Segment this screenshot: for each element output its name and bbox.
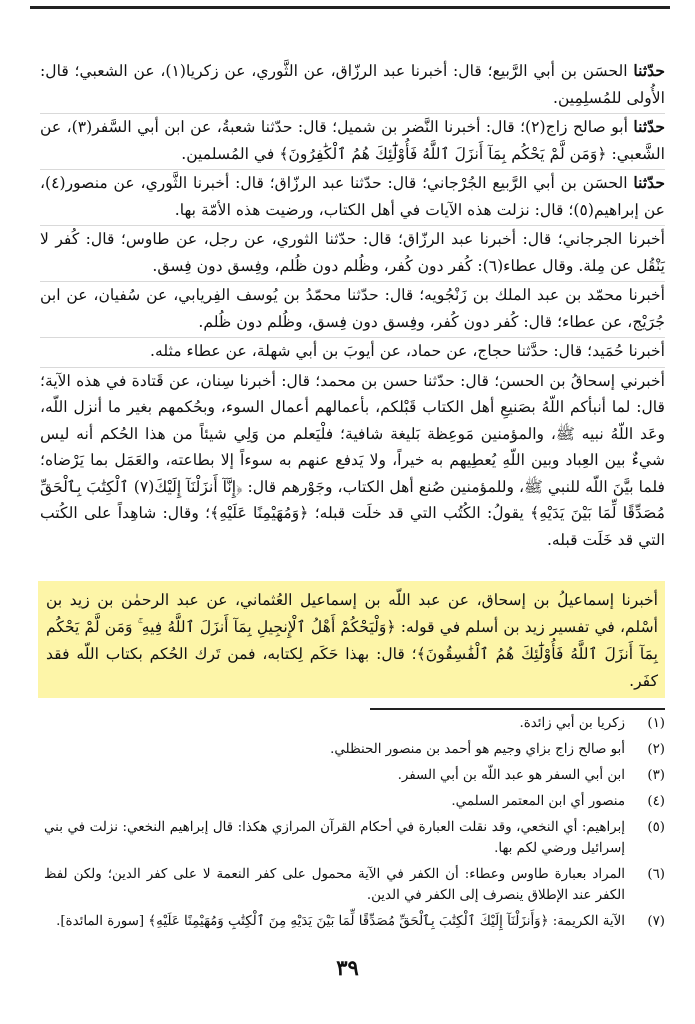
paragraph-text: الحسَن بن أبي الرَّبيع الجُرْجاني؛ قال: حدّثنا عبد الرزّاق؛ قال: أخبرنا الثَّوري، عن منصور(٤)، عن إبراهيم(٥)؛ قال: نزلت هذه الآيات في أهل الكتاب، ورضيت هذه الأمّة بها.	[40, 174, 665, 219]
paragraph-4	[40, 226, 665, 282]
highlighted-passage: أخبرنا إسماعيلُ بن إسحاق، عن عبد اللّه بن إسماعيل العُثماني، عن عبد الرحمٰن بن زيد بن أسْلم، في تفسير زيد بن أسلم في قوله: ﴿وَلْيَحْكُمْ أَهْلُ ٱلْإِنجِيلِ بِمَآ أَنزَلَ ٱللَّهُ فِيهِ ۚ وَمَن لَّمْ يَحْكُم بِمَآ أَنزَلَ ٱللَّهُ فَأُوْلَٰٓئِكَ هُمُ ٱلْفَٰسِقُونَ﴾؛ قال: بهذا حَكَم لِكتابه، فمن تَرك الحُكم بكتاب اللّه فقد كفَر.	[46, 591, 658, 690]
paragraph-5	[40, 282, 665, 338]
paragraph-text: أخبرنا حُمَيد؛ قال: حدَّثنا حجاج، عن حماد، عن أيوبَ بن أبي شهلة، عن عطاء مثله.	[150, 342, 665, 360]
footnote-text: إبراهيم: أي النخعي، وقد نقلت العبارة في أحكام القرآن المرازي هكذا: قال إبراهيم النخعي: نزلت في بني إسرائيل ورضي لكم بها.	[44, 820, 625, 856]
paragraph-2	[40, 114, 665, 170]
footnote-number: (١)	[647, 716, 665, 731]
paragraph-lead: حدّثنا	[633, 117, 666, 136]
paragraph-7	[40, 368, 665, 556]
footnote-text: الآية الكريمة: ﴿وَأَنزَلْنَآ إِلَيْكَ ٱلْكِتَٰبَ بِٱلْحَقِّ مُصَدِّقًا لِّمَا بَيْنَ يَدَيْهِ مِنَ ٱلْكِتَٰبِ وَمُهَيْمِنًا عَلَيْهِ﴾ [سورة المائدة].	[56, 914, 625, 929]
footnote-1	[40, 713, 665, 734]
footnote-text: المراد بعبارة طاوس وعطاء: أن الكفر في الآية محمول على كفر النعمة لا على كفر الدين؛ ولكن لفظ الكفر عند الإطلاق ينصرف إلى الكفر في الدين.	[44, 867, 625, 903]
footnote-number: (٧)	[647, 914, 665, 929]
footnote-text: منصور أي ابن المعتمر السلمي.	[451, 794, 625, 809]
paragraph-1	[40, 58, 665, 114]
footnote-text: ابن أبي السفر هو عبد اللّه بن أبي السفر.	[397, 768, 625, 783]
page-number: ٣٩	[336, 955, 359, 980]
footnote-number: (٤)	[647, 794, 665, 809]
footnotes	[40, 713, 665, 937]
paragraph-text: أخبرنا الجرجاني؛ قال: أخبرنا عبد الرزّاق؛ قال: حدّثنا الثوري، عن رجل، عن طاوس؛ قال: كُفر لا يَنْقُل عن مِلة. وقال عطاء(٦): كُفر دون كُفر، وظُلم دون ظُلم، وفِسق دون فِسق.	[40, 230, 665, 275]
footnote-7	[40, 911, 665, 932]
paragraph-lead: حدّثنا	[633, 173, 665, 192]
footnote-number: (٣)	[647, 768, 665, 783]
footnote-2	[40, 739, 665, 760]
paragraph-text: الحسَن بن أبي الرَّبيع؛ قال: أخبرنا عبد الرزّاق، عن الثَّوري، عن زكريا(١)، عن الشعبي؛ قال: الأُولى للمُسلِمِين.	[40, 62, 665, 107]
footnote-text: زكريا بن أبي زائدة.	[519, 716, 625, 731]
footnote-number: (٦)	[647, 867, 665, 882]
footnote-text: أبو صالح زاج بزاي وجيم هو أحمد بن منصور الحنظلي.	[330, 742, 625, 757]
paragraph-3	[40, 170, 665, 226]
paragraph-text: أخبرنا محمّد بن عبد الملك بن زَنْجُويه؛ قال: حدّثنا محمّدُ بن يُوسف الفِريابي، عن سُفيان، عن ابن جُرَيْج، عن عطاء؛ قال: كُفر دون كُفر، وفِسق دون فِسق، وظُلم دون ظُلم.	[40, 286, 665, 331]
paragraph-lead: حدّثنا	[633, 61, 665, 80]
footnote-number: (٢)	[647, 742, 665, 757]
footnote-separator	[370, 708, 665, 710]
footnote-number: (٥)	[647, 820, 665, 835]
header-rule	[30, 6, 670, 9]
footnote-4	[40, 791, 665, 812]
footnote-5	[40, 817, 665, 859]
footnote-3	[40, 765, 665, 786]
paragraph-6	[40, 338, 665, 368]
paragraph-text: أبو صالح زاج(٢)؛ قال: أخبرنا النَّضر بن شميل؛ قال: حدّثنا شعبةُ، عن ابن أبي السَّفر(٣)، عن الشَّعبي: ﴿وَمَن لَّمْ يَحْكُم بِمَآ أَنزَلَ ٱللَّهُ فَأُوْلَٰٓئِكَ هُمُ ٱلْكَٰفِرُونَ﴾ في المُسلمين.	[40, 118, 665, 163]
paragraph-text: أخبرني إسحاقُ بن الحسن؛ قال: حدّثنا حسن بن محمد؛ قال: أخبرنا سِنان، عن قَتادة في هذه الآية؛ قال: لما أنبأكم اللّهُ بصَنيعِ أهل الكتاب قَبْلكم، بأعمالهم أعمال السوء، وبحُكمهم بغير ما أنزل اللّه، وعَد اللّهُ نبيه ﷺ، والمؤمنين مَوعِظة بَليغة شافية؛ فلْيَعلم من وَلِي شيئاً من هذا الحُكم أنه ليس شيءٌ بين العِباد وبين اللّهِ يُعطِيهم به خيراً، ولا يَدفع عنهم به سوءاً إلا بطاعته، والعَمَل بما يَرْضاه؛ فلما بيَّنَ اللّه للنبي ﷺ، وللمؤمنين صُنع أهل الكتاب، وجَوْرهم قال: ﴿إِنَّآ أَنزَلْنَآ إِلَيْكَ(٧) ٱلْكِتَٰبَ بِٱلْحَقِّ مُصَدِّقًا لِّمَا بَيْنَ يَدَيْهِ﴾ يقولُ: الكُتُب التي قد خلَت قبله؛ ﴿وَمُهَيْمِنًا عَلَيْهِ﴾؛ وقال: شاهِداً على الكُتب التي قد خَلَت قبله.	[40, 371, 665, 549]
footnote-6	[40, 864, 665, 906]
main-text	[40, 58, 665, 555]
